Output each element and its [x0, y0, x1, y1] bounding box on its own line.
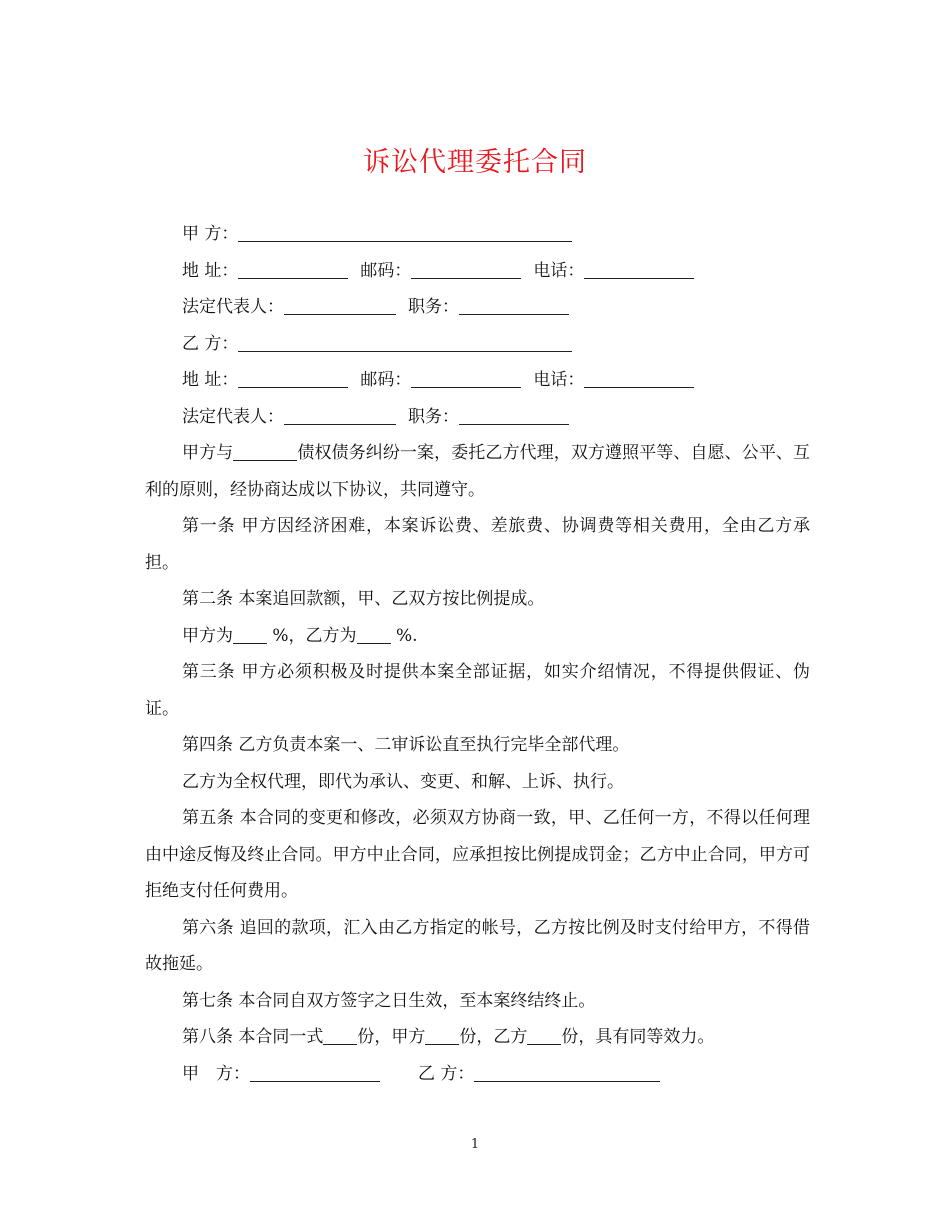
signature-a-field[interactable] — [250, 1063, 380, 1082]
intro-after: 债权债务纠纷一案，委托乙方代理，双方遵照平等、自愿、公平、互利的原则，经协商达成以下协议，共同遵守。 — [145, 443, 811, 500]
ratio-a-label: 甲方为 — [182, 625, 233, 646]
party-b-line — [145, 326, 810, 363]
signature-line — [145, 1056, 810, 1093]
party-b-name-field[interactable] — [238, 333, 572, 352]
clause-1: 第一条 甲方因经济困难，本案诉讼费、差旅费、协调费等相关费用，全由乙方承担。 — [145, 516, 810, 573]
party-b-address-label: 地 址： — [182, 370, 239, 390]
clause-3: 第三条 甲方必须积极及时提供本案全部证据，如实介绍情况，不得提供假证、伪证。 — [145, 662, 810, 719]
party-a-label: 甲 方： — [182, 224, 239, 244]
intro-paragraph — [145, 435, 810, 508]
clause-8-part3: 份，乙方 — [459, 1027, 528, 1047]
party-b-rep-field[interactable] — [284, 406, 396, 425]
party-a-phone-label: 电话： — [533, 260, 585, 281]
party-b-label: 乙 方： — [182, 333, 239, 354]
ratio-line — [145, 618, 810, 655]
clause-2: 第二条 本案追回款额，甲、乙双方按比例提成。 — [182, 589, 545, 609]
party-a-address-line — [145, 253, 810, 290]
party-a-address-field[interactable] — [238, 260, 348, 279]
copies-a-field[interactable] — [425, 1026, 459, 1045]
clause-4: 第四条 乙方负责本案一、二审诉讼直至执行完毕全部代理。 — [182, 735, 630, 755]
document-body — [145, 216, 810, 1092]
signature-a-label: 甲 方： — [182, 1063, 250, 1084]
copies-b-field[interactable] — [527, 1026, 561, 1045]
party-b-position-field[interactable] — [459, 406, 569, 425]
party-a-name-field[interactable] — [238, 223, 572, 242]
party-a-position-label: 职务： — [408, 297, 459, 317]
party-b-postcode-label: 邮码： — [360, 370, 412, 390]
party-b-address-field[interactable] — [238, 369, 348, 388]
copies-total-field[interactable] — [323, 1026, 357, 1045]
ratio-a-unit: %，乙方为 — [267, 625, 357, 646]
party-a-postcode-field[interactable] — [411, 260, 521, 279]
party-b-address-line — [145, 362, 810, 399]
ratio-b-unit: %. — [390, 625, 418, 646]
ratio-a-field[interactable] — [233, 625, 267, 644]
party-a-line — [145, 216, 810, 253]
party-b-rep-line — [145, 399, 810, 436]
clause-8-part2: 份，甲方 — [357, 1027, 426, 1047]
party-b-position-label: 职务： — [408, 406, 459, 427]
party-b-postcode-field[interactable] — [411, 369, 521, 388]
party-a-rep-label: 法定代表人： — [182, 297, 284, 317]
clause-8-part1: 第八条 本合同一式 — [182, 1027, 324, 1047]
clause-8-part4: 份，具有同等效力。 — [561, 1027, 715, 1047]
signature-b-label: 乙 方： — [418, 1063, 475, 1084]
party-a-postcode-label: 邮码： — [360, 260, 412, 281]
signature-b-field[interactable] — [474, 1063, 660, 1082]
document-title: 诉讼代理委托合同 — [363, 147, 587, 178]
party-a-phone-field[interactable] — [584, 260, 694, 279]
party-a-position-field[interactable] — [459, 296, 569, 315]
party-b-phone-label: 电话： — [533, 370, 585, 390]
clause-6: 第六条 追回的款项，汇入由乙方指定的帐号，乙方按比例及时支付给甲方，不得借故拖延。 — [145, 917, 810, 974]
page-number: 1 — [470, 1137, 480, 1152]
party-b-phone-field[interactable] — [584, 369, 694, 388]
ratio-b-field[interactable] — [357, 625, 391, 644]
clause-5: 第五条 本合同的变更和修改，必须双方协商一致，甲、乙任何一方，不得以任何理由中途反悔及终止合同。甲方中止合同，应承担按比例提成罚金；乙方中止合同，甲方可拒绝支付任何费用。 — [145, 808, 810, 901]
party-a-rep-line — [145, 289, 810, 326]
party-b-rep-label: 法定代表人： — [182, 406, 284, 427]
clause-8 — [145, 1019, 810, 1056]
intro-before: 甲方与 — [182, 443, 234, 463]
clause-4-extra: 乙方为全权代理，即代为承认、变更、和解、上诉、执行。 — [182, 771, 624, 792]
clause-7: 第七条 本合同自双方签字之日生效，至本案终结终止。 — [182, 990, 596, 1011]
party-a-rep-field[interactable] — [284, 296, 396, 315]
party-a-address-label: 地 址： — [182, 260, 239, 281]
intro-counterparty-field[interactable] — [233, 442, 297, 461]
